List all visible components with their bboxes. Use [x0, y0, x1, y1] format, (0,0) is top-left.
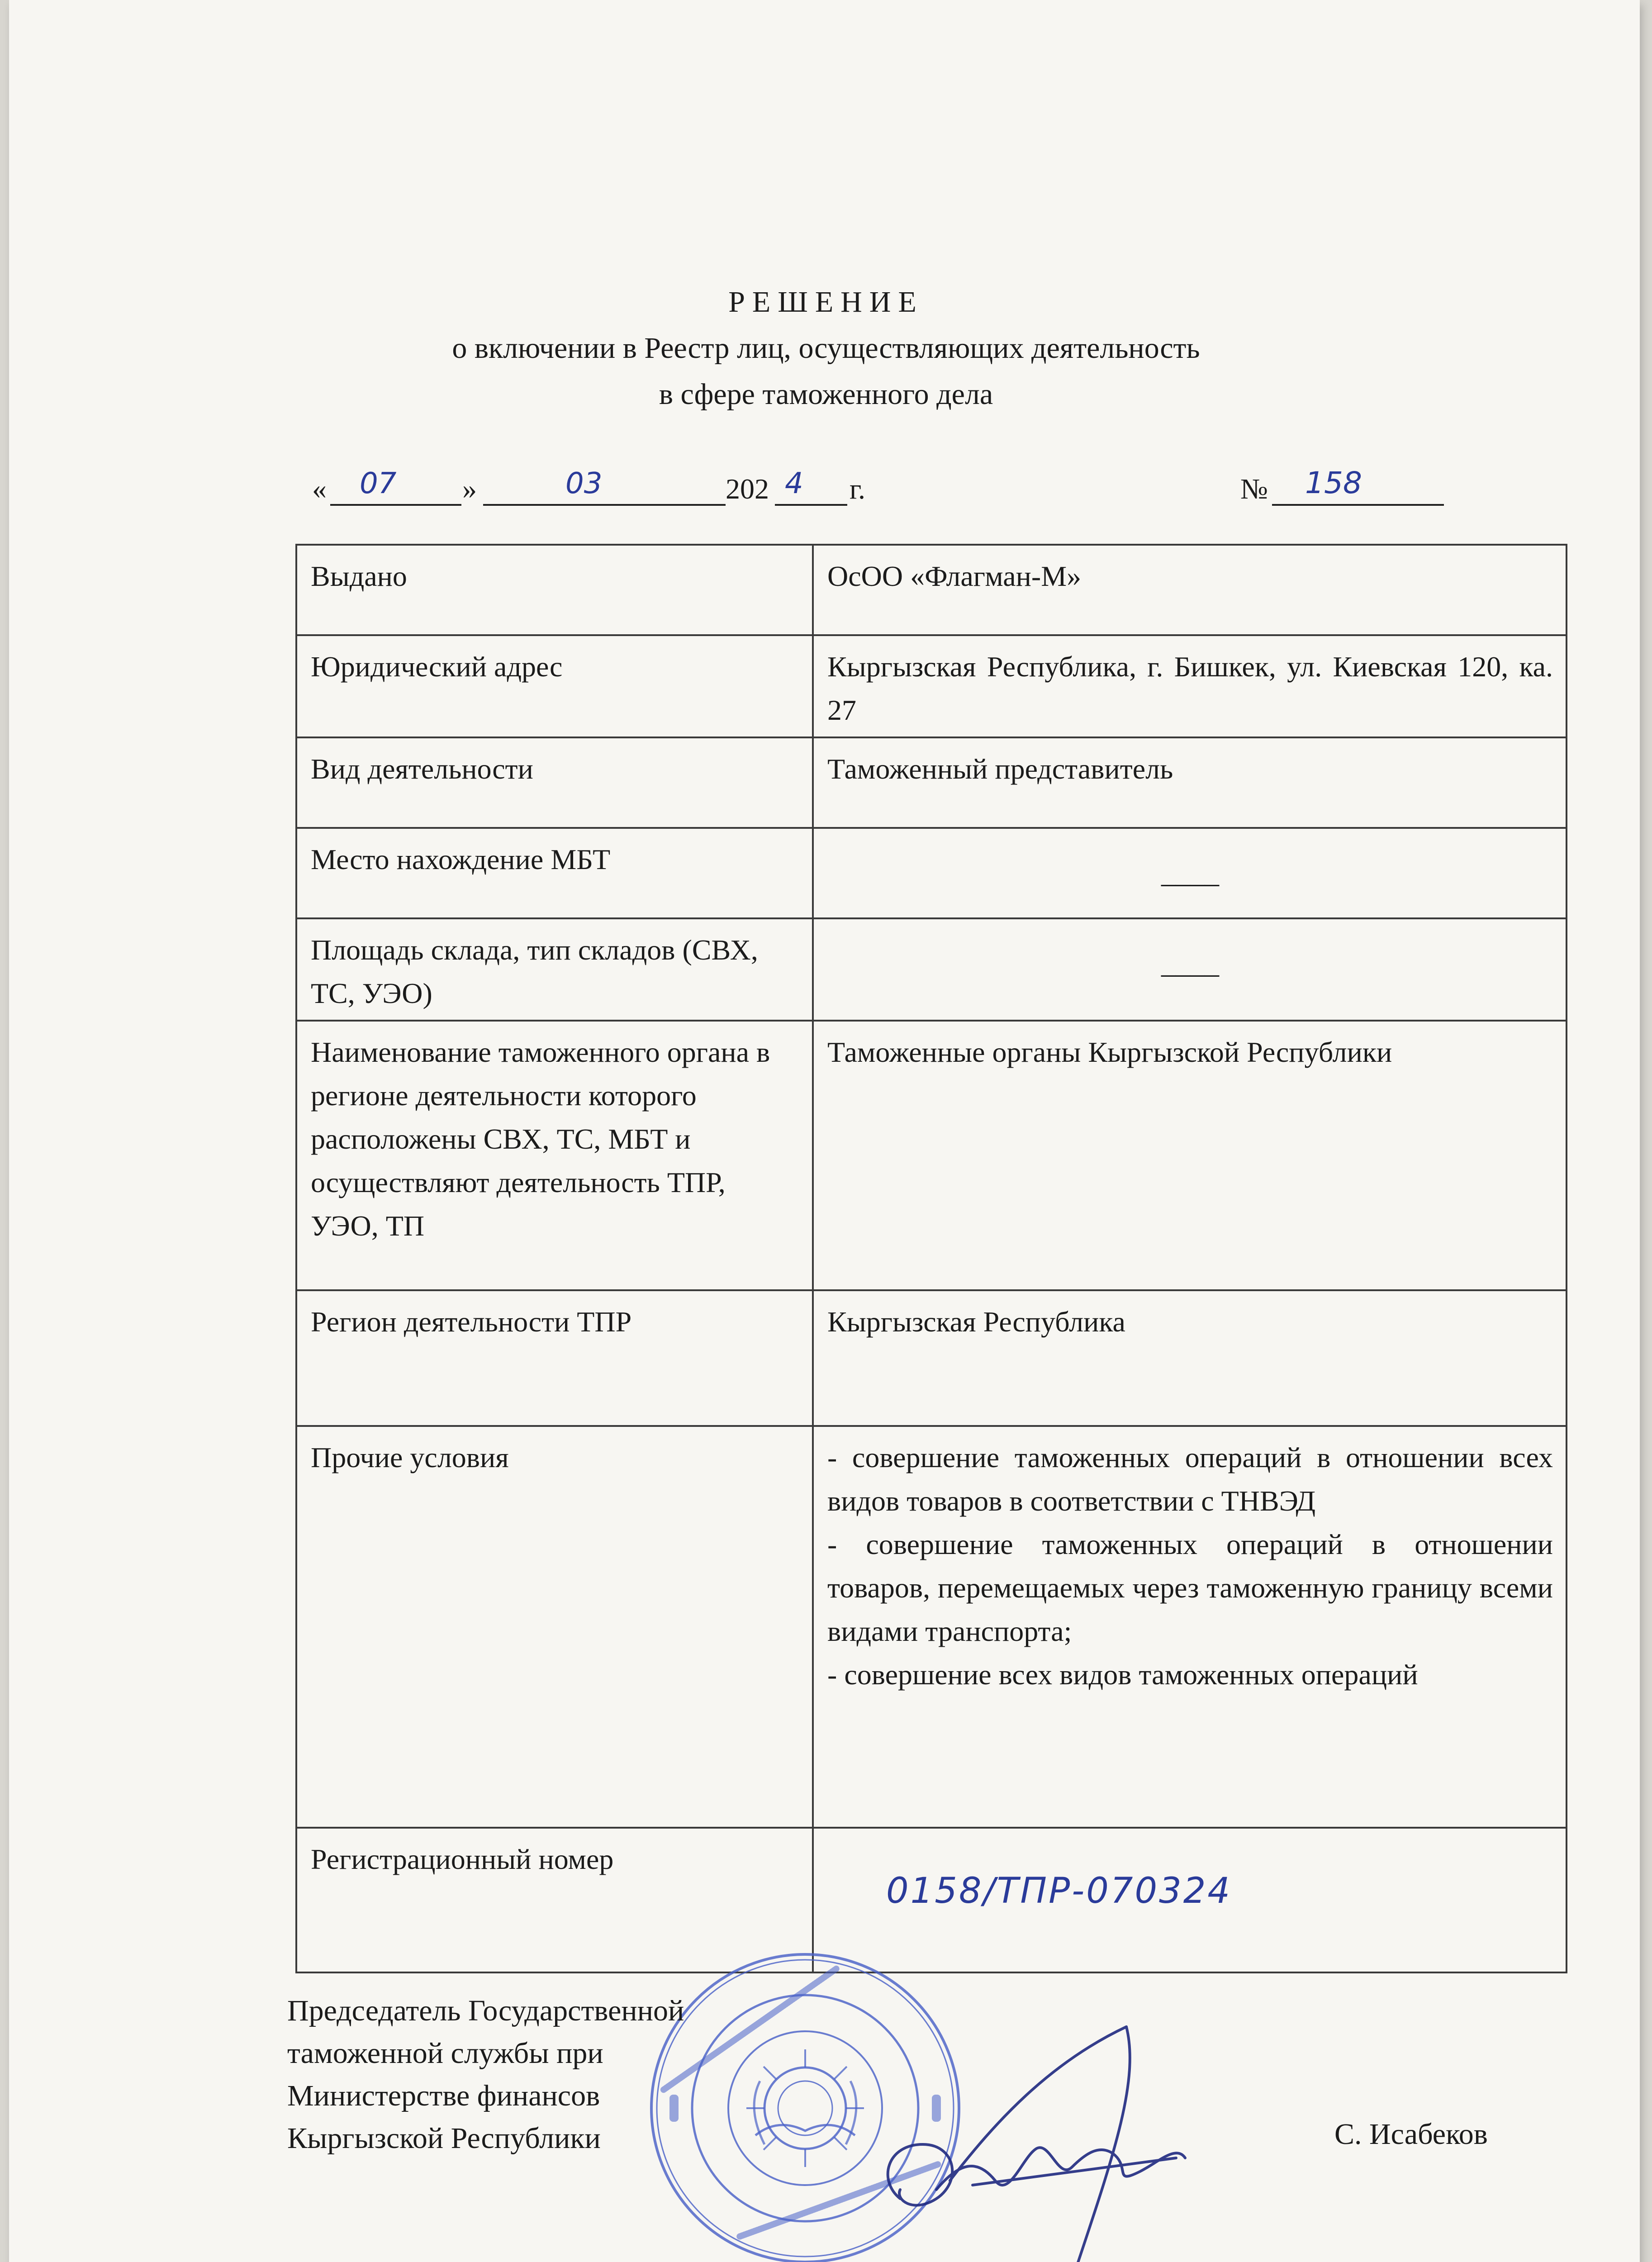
table-row [296, 1426, 1567, 1828]
number-label: № [1240, 473, 1268, 505]
number-handwritten: 158 [1305, 466, 1362, 500]
row-value: ОсОО «Флагман-М» [813, 545, 1567, 635]
day-handwritten: 07 [360, 467, 397, 500]
day-underline [330, 504, 461, 506]
document-subtitle-line2: в сфере таможенного дела [659, 378, 993, 411]
table-row [296, 635, 1567, 737]
table-row [296, 545, 1567, 635]
row-value: Кыргызская Республика [813, 1290, 1567, 1426]
condition-3: - совершение всех видов таможенных операций [827, 1658, 1418, 1691]
year-suffix: г. [850, 473, 866, 505]
row-label: Наименование таможенного органа в регионе деятельности которого расположены СВХ, ТС, МБТ и осуществляют деятельность ТПР, УЭО, ТП [296, 1021, 813, 1290]
row-value: Кыргызская Республика, г. Бишкек, ул. Киевская 120, ка. 27 [813, 635, 1567, 737]
signatory-title-line3: Министерстве финансов [287, 2079, 600, 2112]
row-value: Таможенные органы Кыргызской Республики [813, 1021, 1567, 1290]
year-prefix: 202 [726, 473, 769, 505]
row-label: Площадь склада, тип складов (СВХ, ТС, УЭО) [296, 918, 813, 1021]
row-value: Таможенный представитель [813, 737, 1567, 828]
row-label: Прочие условия [296, 1426, 813, 1828]
signatory-title [287, 1990, 875, 2160]
row-label: Регион деятельности ТПР [296, 1290, 813, 1426]
row-label: Выдано [296, 545, 813, 635]
registry-table [295, 544, 1567, 1973]
open-quote: « [312, 473, 327, 505]
year-digit-handwritten: 4 [785, 467, 803, 500]
empty-dash: ____ [1161, 947, 1219, 979]
month-handwritten: 03 [565, 467, 603, 500]
signatory-name: С. Исабеков [1334, 2118, 1488, 2151]
registration-number-handwritten: 0158/ТПР-070324 [886, 1871, 1232, 1911]
table-row [296, 1290, 1567, 1426]
close-quote: » [462, 473, 477, 505]
document-subtitle-line1: о включении в Реестр лиц, осуществляющих деятельность [452, 332, 1200, 365]
condition-1: - совершение таможенных операций в отношении всех видов товаров в соответствии с ТНВЭД [827, 1441, 1553, 1517]
row-label: Юридический адрес [296, 635, 813, 737]
signatory-title-line4: Кыргызской Республики [287, 2122, 601, 2155]
row-value [813, 918, 1567, 1021]
signatory-title-line1: Председатель Государственной [287, 1994, 684, 2027]
month-underline [483, 504, 726, 506]
row-label: Регистрационный номер [296, 1828, 813, 1972]
table-row [296, 737, 1567, 828]
condition-2: - совершение таможенных операций в отношении товаров, перемещаемых через таможенную границу всеми видами транспорта; [827, 1528, 1553, 1647]
table-row [296, 1021, 1567, 1290]
row-value [813, 828, 1567, 918]
signatory-title-line2: таможенной службы при [287, 2037, 603, 2070]
number-underline [1272, 504, 1444, 506]
table-row [296, 918, 1567, 1021]
row-value [813, 1426, 1567, 1828]
document-title: РЕШЕНИЕ [728, 285, 924, 318]
year-underline [775, 504, 847, 506]
table-row [296, 828, 1567, 918]
row-label: Вид деятельности [296, 737, 813, 828]
row-label: Место нахождение МБТ [296, 828, 813, 918]
empty-dash: ____ [1161, 857, 1219, 889]
date-line [312, 466, 1443, 516]
handwritten-signature [859, 2009, 1203, 2262]
